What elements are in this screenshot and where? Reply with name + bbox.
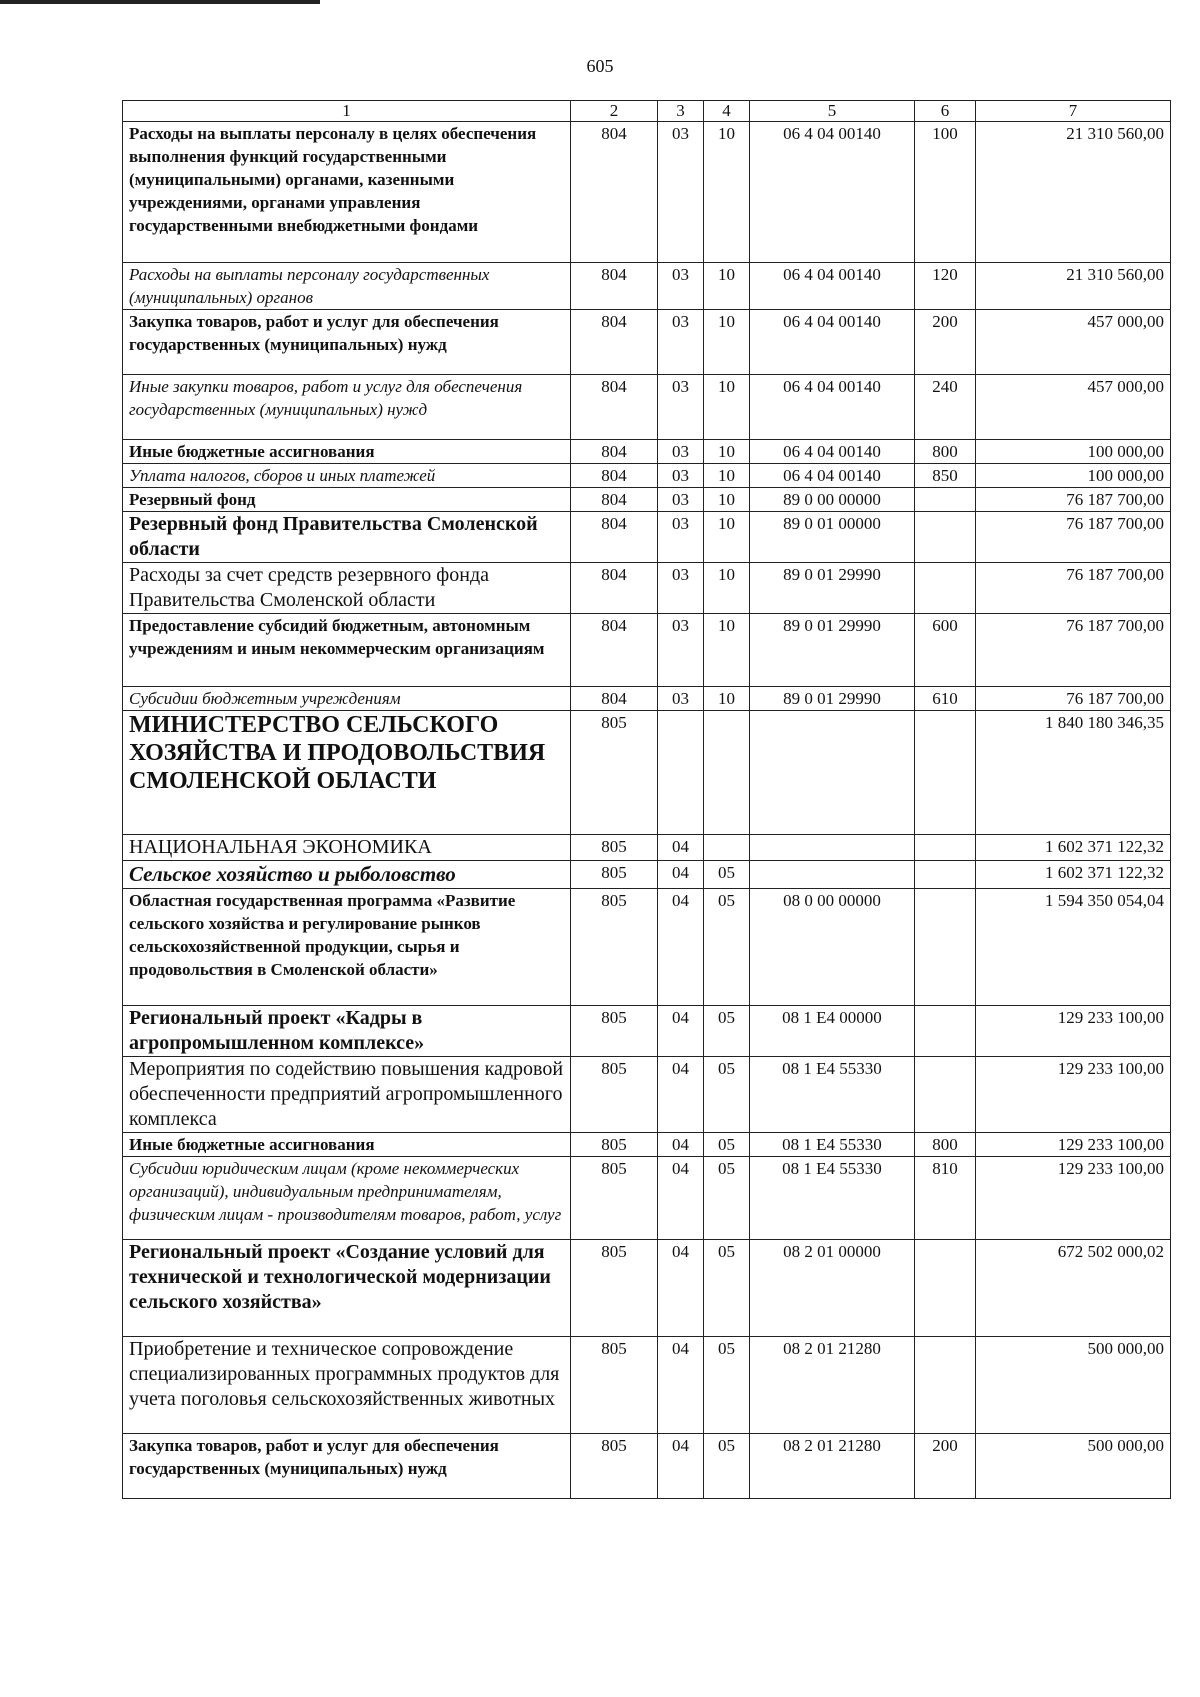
row-section-code: 04 [658,1006,704,1057]
row-section-code: 04 [658,889,704,1006]
row-ministry-code: 804 [571,563,658,614]
table-row [123,563,1171,614]
row-expense-type [915,563,976,614]
row-subsection-code: 10 [704,263,750,310]
row-expense-type: 200 [915,310,976,375]
row-description: Расходы на выплаты персоналу в целях обеспечения выполнения функций государственными (муниципальными) органами, казенными учреждениями, органами управления государственными внебюджетными фондами [123,122,571,263]
row-target-article: 08 1 Е4 55330 [750,1133,915,1157]
header-col-1: 1 [123,101,571,122]
row-amount: 21 310 560,00 [976,263,1171,310]
row-section-code: 03 [658,563,704,614]
row-section-code: 03 [658,375,704,440]
table-row [123,861,1171,889]
row-description: Предоставление субсидий бюджетным, автономным учреждениям и иным некоммерческим организациям [123,614,571,687]
row-amount: 1 594 350 054,04 [976,889,1171,1006]
row-ministry-code: 804 [571,464,658,488]
row-amount: 76 187 700,00 [976,687,1171,711]
table-row [123,614,1171,687]
row-ministry-code: 805 [571,1337,658,1434]
row-ministry-code: 805 [571,711,658,835]
row-section-code: 03 [658,464,704,488]
row-section-code: 03 [658,310,704,375]
table-row [123,711,1171,835]
row-ministry-code: 804 [571,614,658,687]
row-amount: 76 187 700,00 [976,614,1171,687]
row-description: Иные закупки товаров, работ и услуг для обеспечения государственных (муниципальных) нужд [123,375,571,440]
table-row [123,440,1171,464]
table-row [123,1057,1171,1133]
row-section-code: 04 [658,1157,704,1240]
row-target-article: 89 0 00 00000 [750,488,915,512]
header-col-7: 7 [976,101,1171,122]
row-description: Уплата налогов, сборов и иных платежей [123,464,571,488]
table-row [123,1434,1171,1499]
row-subsection-code: 10 [704,440,750,464]
row-amount: 129 233 100,00 [976,1133,1171,1157]
table-row [123,687,1171,711]
table-row [123,512,1171,563]
row-description: Закупка товаров, работ и услуг для обеспечения государственных (муниципальных) нужд [123,1434,571,1499]
row-amount: 129 233 100,00 [976,1057,1171,1133]
page-number: 605 [586,56,614,76]
row-amount: 1 602 371 122,32 [976,835,1171,861]
row-amount: 1 602 371 122,32 [976,861,1171,889]
row-ministry-code: 804 [571,263,658,310]
row-amount: 457 000,00 [976,310,1171,375]
row-target-article: 08 1 Е4 55330 [750,1057,915,1133]
row-subsection-code [704,835,750,861]
row-description: НАЦИОНАЛЬНАЯ ЭКОНОМИКА [123,835,571,861]
row-section-code: 03 [658,488,704,512]
row-expense-type [915,1006,976,1057]
row-subsection-code: 10 [704,375,750,440]
row-target-article: 08 2 01 21280 [750,1434,915,1499]
row-subsection-code: 05 [704,1057,750,1133]
row-subsection-code: 10 [704,563,750,614]
table-row [123,889,1171,1006]
row-expense-type [915,861,976,889]
row-section-code [658,711,704,835]
row-expense-type [915,835,976,861]
row-target-article: 89 0 01 00000 [750,512,915,563]
row-description: МИНИСТЕРСТВО СЕЛЬСКОГО ХОЗЯЙСТВА И ПРОДОВОЛЬСТВИЯ СМОЛЕНСКОЙ ОБЛАСТИ [123,711,571,835]
row-subsection-code: 05 [704,1006,750,1057]
row-ministry-code: 804 [571,310,658,375]
row-amount: 129 233 100,00 [976,1157,1171,1240]
row-expense-type [915,488,976,512]
row-expense-type [915,512,976,563]
row-target-article: 08 1 Е4 55330 [750,1157,915,1240]
row-amount: 100 000,00 [976,464,1171,488]
row-description: Расходы на выплаты персоналу государственных (муниципальных) органов [123,263,571,310]
row-expense-type: 810 [915,1157,976,1240]
table-row [123,1133,1171,1157]
row-subsection-code: 10 [704,310,750,375]
row-target-article [750,835,915,861]
row-description: Приобретение и техническое сопровождение специализированных программных продуктов для учета поголовья сельскохозяйственных животных [123,1337,571,1434]
row-ministry-code: 804 [571,512,658,563]
row-amount: 457 000,00 [976,375,1171,440]
row-expense-type [915,1057,976,1133]
header-col-5: 5 [750,101,915,122]
row-ministry-code: 805 [571,1434,658,1499]
row-section-code: 03 [658,440,704,464]
table-row [123,1337,1171,1434]
row-target-article: 06 4 04 00140 [750,440,915,464]
row-target-article: 08 2 01 00000 [750,1240,915,1337]
header-row [123,101,1171,122]
row-expense-type: 850 [915,464,976,488]
table-row [123,1157,1171,1240]
row-description: Региональный проект «Кадры в агропромышленном комплексе» [123,1006,571,1057]
row-ministry-code: 804 [571,687,658,711]
table-row [123,464,1171,488]
row-expense-type [915,711,976,835]
row-ministry-code: 805 [571,1157,658,1240]
row-target-article: 89 0 01 29990 [750,614,915,687]
row-expense-type [915,889,976,1006]
header-col-3: 3 [658,101,704,122]
row-target-article: 06 4 04 00140 [750,464,915,488]
row-subsection-code: 05 [704,1157,750,1240]
row-section-code: 04 [658,1434,704,1499]
table-row [123,122,1171,263]
row-section-code: 04 [658,1337,704,1434]
row-section-code: 04 [658,835,704,861]
row-target-article: 06 4 04 00140 [750,310,915,375]
row-subsection-code: 05 [704,889,750,1006]
row-amount: 76 187 700,00 [976,512,1171,563]
row-subsection-code: 05 [704,1240,750,1337]
row-target-article: 08 2 01 21280 [750,1337,915,1434]
row-target-article: 89 0 01 29990 [750,687,915,711]
header-col-4: 4 [704,101,750,122]
row-subsection-code: 10 [704,488,750,512]
row-target-article [750,711,915,835]
top-rule [0,0,320,4]
row-description: Расходы за счет средств резервного фонда Правительства Смоленской области [123,563,571,614]
row-subsection-code: 10 [704,512,750,563]
row-subsection-code: 05 [704,1337,750,1434]
row-ministry-code: 805 [571,861,658,889]
header-col-2: 2 [571,101,658,122]
row-expense-type [915,1240,976,1337]
row-section-code: 04 [658,1133,704,1157]
row-description: Закупка товаров, работ и услуг для обеспечения государственных (муниципальных) нужд [123,310,571,375]
row-ministry-code: 804 [571,122,658,263]
row-section-code: 04 [658,861,704,889]
row-target-article: 08 1 Е4 00000 [750,1006,915,1057]
row-subsection-code: 05 [704,1434,750,1499]
table-row [123,375,1171,440]
row-description: Субсидии бюджетным учреждениям [123,687,571,711]
row-amount: 500 000,00 [976,1434,1171,1499]
row-amount: 1 840 180 346,35 [976,711,1171,835]
row-description: Областная государственная программа «Развитие сельского хозяйства и регулирование рынков сельскохозяйственной продукции, сырья и продовольствия в Смоленской области» [123,889,571,1006]
row-description: Мероприятия по содействию повышения кадровой обеспеченности предприятий агропромышленного комплекса [123,1057,571,1133]
row-amount: 76 187 700,00 [976,488,1171,512]
row-ministry-code: 805 [571,1057,658,1133]
table-body [123,122,1171,1499]
row-section-code: 03 [658,512,704,563]
table-row [123,1006,1171,1057]
row-expense-type: 240 [915,375,976,440]
row-expense-type: 800 [915,440,976,464]
table-row [123,835,1171,861]
row-amount: 21 310 560,00 [976,122,1171,263]
row-target-article: 06 4 04 00140 [750,263,915,310]
row-target-article [750,861,915,889]
row-description: Субсидии юридическим лицам (кроме некоммерческих организаций), индивидуальным предпринимателям, физическим лицам - производителям товаров, работ, услуг [123,1157,571,1240]
row-description: Резервный фонд [123,488,571,512]
budget-table [122,100,1171,1499]
row-expense-type: 200 [915,1434,976,1499]
row-expense-type: 600 [915,614,976,687]
row-expense-type [915,1337,976,1434]
table-row [123,488,1171,512]
row-ministry-code: 805 [571,889,658,1006]
table-row [123,310,1171,375]
header-col-6: 6 [915,101,976,122]
row-section-code: 03 [658,614,704,687]
table-row [123,263,1171,310]
row-amount: 76 187 700,00 [976,563,1171,614]
row-ministry-code: 805 [571,1006,658,1057]
row-description: Иные бюджетные ассигнования [123,1133,571,1157]
row-section-code: 03 [658,687,704,711]
row-ministry-code: 804 [571,488,658,512]
row-subsection-code: 05 [704,861,750,889]
row-target-article: 89 0 01 29990 [750,563,915,614]
row-subsection-code: 10 [704,614,750,687]
row-target-article: 06 4 04 00140 [750,122,915,263]
row-description: Иные бюджетные ассигнования [123,440,571,464]
row-target-article: 06 4 04 00140 [750,375,915,440]
row-ministry-code: 804 [571,375,658,440]
row-amount: 500 000,00 [976,1337,1171,1434]
row-expense-type: 610 [915,687,976,711]
row-section-code: 03 [658,122,704,263]
row-expense-type: 120 [915,263,976,310]
row-amount: 672 502 000,02 [976,1240,1171,1337]
row-expense-type: 800 [915,1133,976,1157]
row-ministry-code: 804 [571,440,658,464]
row-target-article: 08 0 00 00000 [750,889,915,1006]
row-description: Резервный фонд Правительства Смоленской области [123,512,571,563]
row-subsection-code: 10 [704,687,750,711]
row-section-code: 04 [658,1057,704,1133]
row-description: Региональный проект «Создание условий для технической и технологической модернизации сельского хозяйства» [123,1240,571,1337]
row-ministry-code: 805 [571,835,658,861]
row-subsection-code [704,711,750,835]
row-amount: 129 233 100,00 [976,1006,1171,1057]
row-section-code: 04 [658,1240,704,1337]
row-description: Сельское хозяйство и рыболовство [123,861,571,889]
row-section-code: 03 [658,263,704,310]
row-ministry-code: 805 [571,1133,658,1157]
row-expense-type: 100 [915,122,976,263]
row-subsection-code: 10 [704,122,750,263]
row-amount: 100 000,00 [976,440,1171,464]
table-row [123,1240,1171,1337]
row-subsection-code: 10 [704,464,750,488]
row-subsection-code: 05 [704,1133,750,1157]
row-ministry-code: 805 [571,1240,658,1337]
